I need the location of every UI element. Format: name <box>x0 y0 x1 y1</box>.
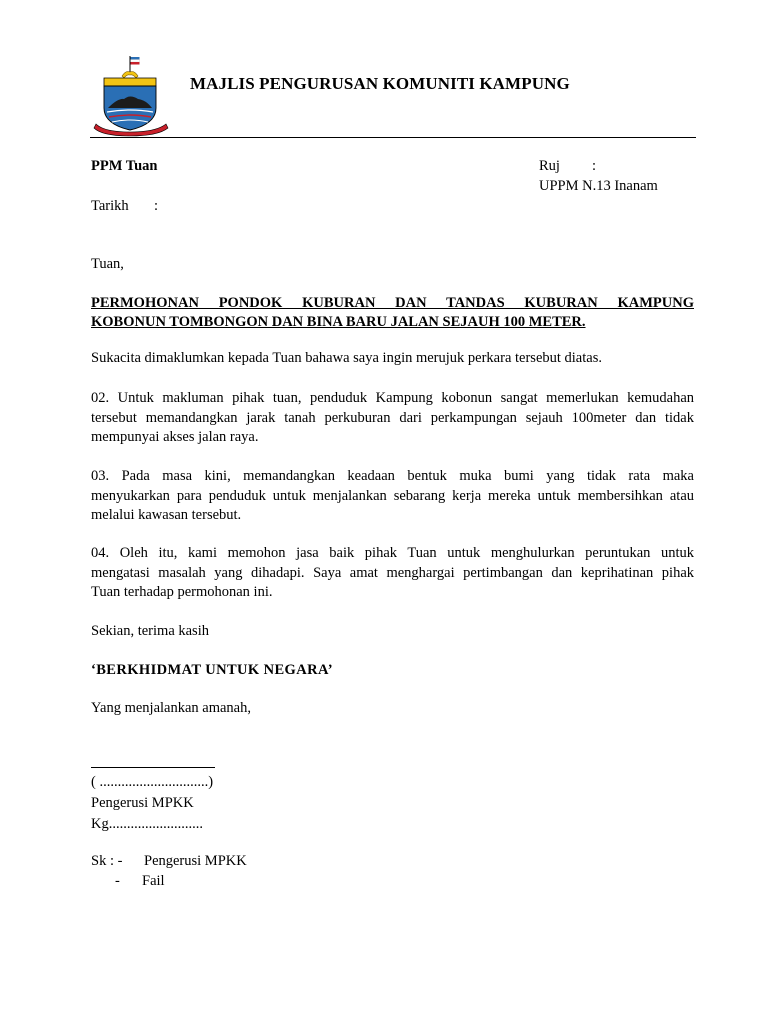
sign-off: Yang menjalankan amanah, <box>91 700 251 716</box>
organization-title: MAJLIS PENGURUSAN KOMUNITI KAMPUNG <box>190 74 570 93</box>
signatory-title: Pengerusi MPKK <box>91 795 194 811</box>
paragraph-intro <box>91 349 694 369</box>
subject-line: KOBONUN TOMBONGON DAN BINA BARU JALAN SEJAUH 100 METER. <box>91 314 586 330</box>
paragraph-line: mengatasi masalah yang dihadapi. Saya amat menghargai pertimbangan dan keprihatinan pihak <box>91 564 694 581</box>
date-colon: : <box>154 198 159 214</box>
paragraph-line: menyukarkan para penduduk untuk menjalankan sebarang kerja mereka untuk membersihkan atau <box>91 487 694 504</box>
subject-line: PERMOHONAN PONDOK KUBURAN DAN TANDAS KUBURAN KAMPUNG <box>91 295 694 311</box>
signatory-village: Kg.......................... <box>91 816 203 832</box>
signature-line <box>91 767 215 768</box>
cc-item: Fail <box>142 873 165 889</box>
header-divider <box>90 137 696 138</box>
letter-subject <box>91 294 694 332</box>
reference-colon: : <box>592 158 597 174</box>
cc-label: Sk : - <box>91 853 123 869</box>
paragraph-line: Tuan terhadap permohonan ini. <box>91 584 273 600</box>
reference-value: UPPM N.13 Inanam <box>539 178 658 194</box>
salutation: Tuan, <box>91 256 124 272</box>
paragraph-03 <box>91 467 694 526</box>
cc-item: Pengerusi MPKK <box>144 853 247 869</box>
signatory-name-placeholder: ( ..............................) <box>91 774 214 790</box>
cc-bullet: - <box>115 873 120 889</box>
closing-text: Sekian, terima kasih <box>91 623 209 639</box>
paragraph-line: mempunyai akses jalan raya. <box>91 429 259 445</box>
paragraph-line: 02. Untuk makluman pihak tuan, penduduk Kampung kobonun sangat memerlukan kemudahan <box>91 390 694 406</box>
paragraph-line: 03. Pada masa kini, memandangkan keadaan bentuk muka bumi yang tidak rata maka <box>91 468 694 484</box>
sabah-state-crest-icon <box>92 52 170 140</box>
paragraph-line: melalui kawasan tersebut. <box>91 507 242 523</box>
paragraph-line: 04. Oleh itu, kami memohon jasa baik pihak Tuan untuk menghulurkan peruntukan untuk <box>91 545 694 561</box>
recipient: PPM Tuan <box>91 158 158 174</box>
motto: ‘BERKHIDMAT UNTUK NEGARA’ <box>91 662 334 678</box>
paragraph-line: tersebut memandangkan jarak tanah perkuburan dari perkampungan sejauh 100meter dan tidak <box>91 409 694 426</box>
paragraph-line: Sukacita dimaklumkan kepada Tuan bahawa saya ingin merujuk perkara tersebut diatas. <box>91 350 602 366</box>
reference-label: Ruj <box>539 158 560 174</box>
date-label: Tarikh <box>91 198 129 214</box>
paragraph-02 <box>91 389 694 448</box>
paragraph-04 <box>91 544 694 603</box>
